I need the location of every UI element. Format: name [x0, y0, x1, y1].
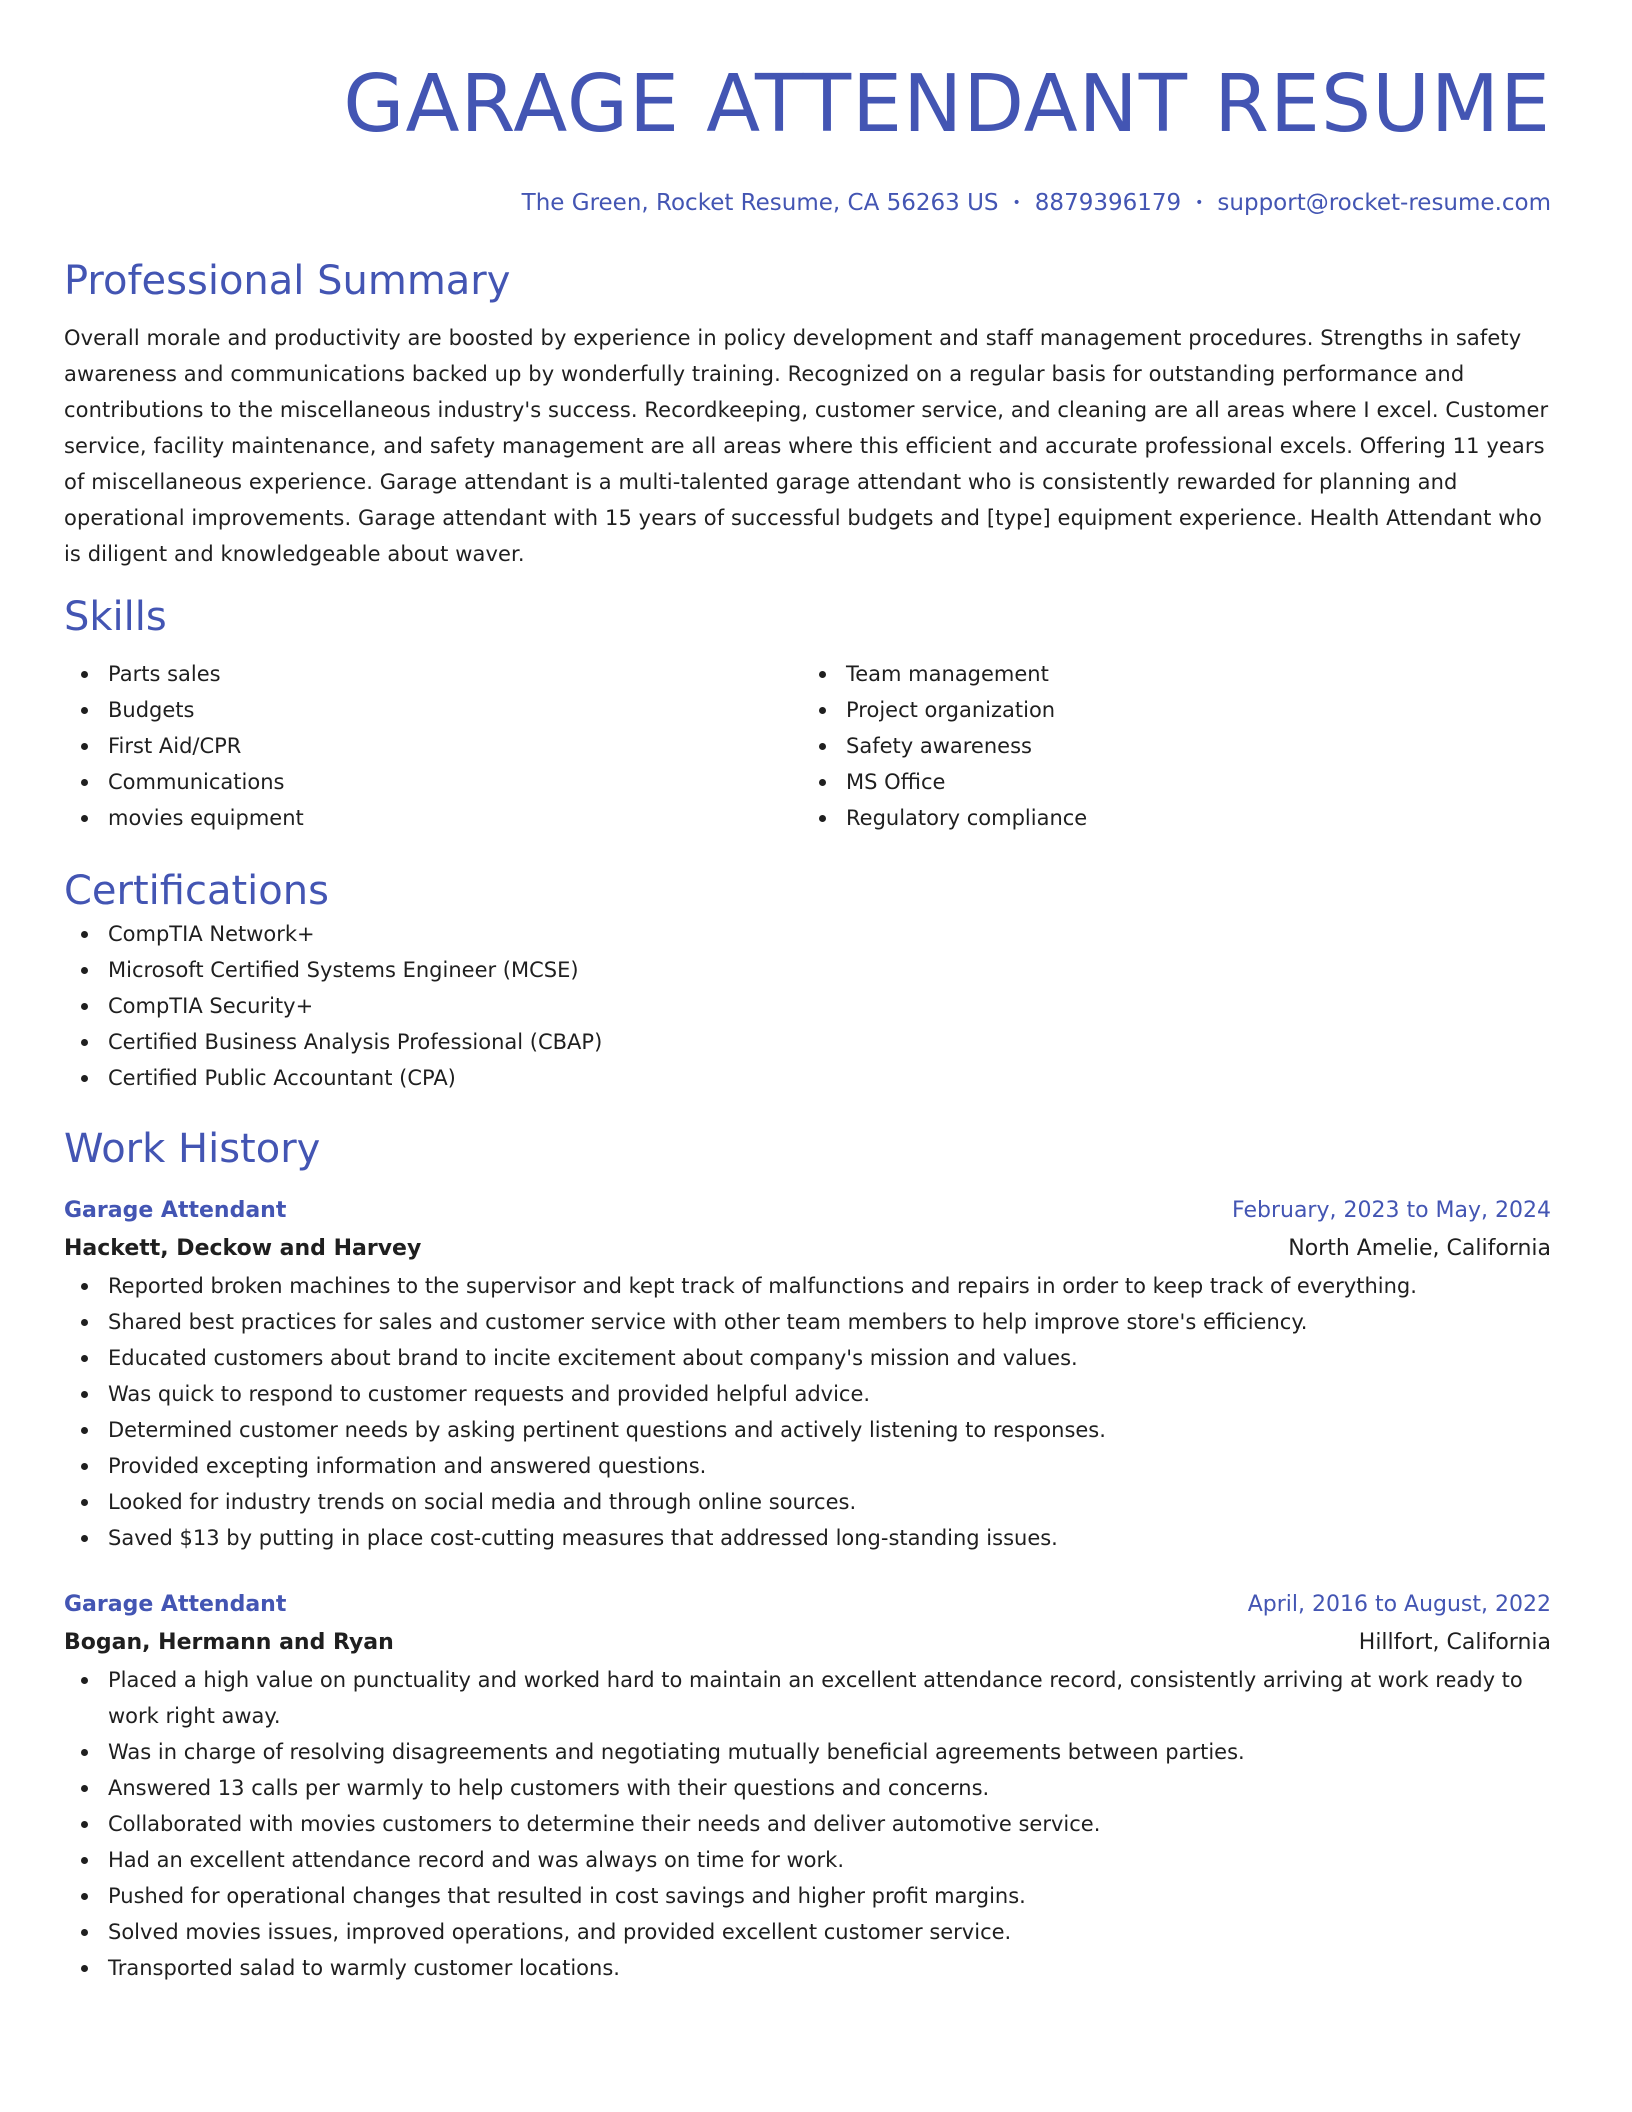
job-bullet-list — [64, 1662, 1551, 1986]
job-bullet-list — [64, 1268, 1551, 1556]
resume-header — [64, 56, 1551, 218]
contact-address: The Green, Rocket Resume, CA 56263 US — [521, 190, 999, 216]
skills-heading: Skills — [64, 594, 167, 640]
job-location: North Amelie, California — [1288, 1236, 1551, 1261]
contact-phone: 8879396179 — [1034, 190, 1182, 216]
job-entry — [64, 1586, 1551, 1986]
job-title: Garage Attendant — [64, 1592, 287, 1617]
job-bullet: Pushed for operational changes that resulted in cost savings and higher profit margins. — [64, 1878, 1551, 1914]
job-entry — [64, 1192, 1551, 1556]
job-bullet: Provided excepting information and answered questions. — [64, 1448, 1551, 1484]
job-bullet: Was in charge of resolving disagreements and negotiating mutually beneficial agreements between parties. — [64, 1734, 1551, 1770]
job-company-row — [64, 1624, 1551, 1662]
skills-column-right — [802, 656, 1540, 836]
resume-title: GARAGE ATTENDANT RESUME — [343, 58, 1551, 150]
skill-item: MS Office — [802, 764, 1540, 800]
certification-item: CompTIA Network+ — [64, 916, 1551, 952]
job-title-row — [64, 1586, 1551, 1624]
skill-item: movies equipment — [64, 800, 802, 836]
skills-column-left — [64, 656, 802, 836]
job-bullet: Educated customers about brand to incite excitement about company's mission and values. — [64, 1340, 1551, 1376]
job-bullet: Saved $13 by putting in place cost-cutting measures that addressed long-standing issues. — [64, 1520, 1551, 1556]
skill-item: Communications — [64, 764, 802, 800]
contact-email: support@rocket-resume.com — [1217, 190, 1551, 216]
skill-item: First Aid/CPR — [64, 728, 802, 764]
job-bullet: Determined customer needs by asking pertinent questions and actively listening to responses. — [64, 1412, 1551, 1448]
summary-heading: Professional Summary — [64, 258, 511, 304]
skill-item: Parts sales — [64, 656, 802, 692]
job-company-row — [64, 1230, 1551, 1268]
certification-item: Certified Public Accountant (CPA) — [64, 1060, 1551, 1096]
skill-item: Regulatory compliance — [802, 800, 1540, 836]
job-bullet: Had an excellent attendance record and was always on time for work. — [64, 1842, 1551, 1878]
contact-separator: • — [1012, 195, 1021, 211]
job-bullet: Answered 13 calls per warmly to help customers with their questions and concerns. — [64, 1770, 1551, 1806]
certification-item: Certified Business Analysis Professional (CBAP) — [64, 1024, 1551, 1060]
job-title-row — [64, 1192, 1551, 1230]
certifications-list — [64, 916, 1551, 1096]
skill-item: Budgets — [64, 692, 802, 728]
job-dates: April, 2016 to August, 2022 — [1247, 1592, 1551, 1617]
certification-item: CompTIA Security+ — [64, 988, 1551, 1024]
job-bullet: Solved movies issues, improved operations, and provided excellent customer service. — [64, 1914, 1551, 1950]
skills-list-right — [802, 656, 1540, 836]
job-dates: February, 2023 to May, 2024 — [1232, 1198, 1551, 1223]
skill-item: Safety awareness — [802, 728, 1540, 764]
skill-item: Project organization — [802, 692, 1540, 728]
skills-list-left — [64, 656, 802, 836]
job-location: Hillfort, California — [1358, 1630, 1551, 1655]
summary-text: Overall morale and productivity are boosted by experience in policy development and staff management procedures. Strengths in safety awareness and communications backed up by wonderfully training. Recognized on a regular basis for outstanding performance and contributions to the miscellaneous industry's success. Recordkeeping, customer service, and cleaning are all areas where I excel. Customer service, facility maintenance, and safety management are all areas where this efficient and accurate professional excels. Offering 11 years of miscellaneous experience. Garage attendant is a multi-talented garage attendant who is consistently rewarded for planning and operational improvements. Garage attendant with 15 years of successful budgets and [type] equipment experience. Health Attendant who is diligent and knowledgeable about waver. — [64, 326, 1549, 566]
job-bullet: Collaborated with movies customers to determine their needs and deliver automotive service. — [64, 1806, 1551, 1842]
contact-separator: • — [1195, 195, 1204, 211]
job-company: Hackett, Deckow and Harvey — [64, 1236, 422, 1261]
job-company: Bogan, Hermann and Ryan — [64, 1630, 394, 1655]
job-bullet: Shared best practices for sales and customer service with other team members to help improve store's efficiency. — [64, 1304, 1551, 1340]
certification-item: Microsoft Certified Systems Engineer (MCSE) — [64, 952, 1551, 988]
job-bullet: Transported salad to warmly customer locations. — [64, 1950, 1551, 1986]
contact-line — [64, 188, 1551, 218]
skill-item: Team management — [802, 656, 1540, 692]
job-bullet: Looked for industry trends on social media and through online sources. — [64, 1484, 1551, 1520]
certifications-heading: Certifications — [64, 868, 329, 914]
job-bullet: Reported broken machines to the supervisor and kept track of malfunctions and repairs in order to keep track of everything. — [64, 1268, 1551, 1304]
job-bullet: Was quick to respond to customer requests and provided helpful advice. — [64, 1376, 1551, 1412]
work-history-heading: Work History — [64, 1126, 321, 1172]
job-bullet: Placed a high value on punctuality and worked hard to maintain an excellent attendance record, consistently arriving at work ready to work right away. — [64, 1662, 1551, 1734]
skills-grid — [64, 656, 1551, 836]
job-title: Garage Attendant — [64, 1198, 287, 1223]
